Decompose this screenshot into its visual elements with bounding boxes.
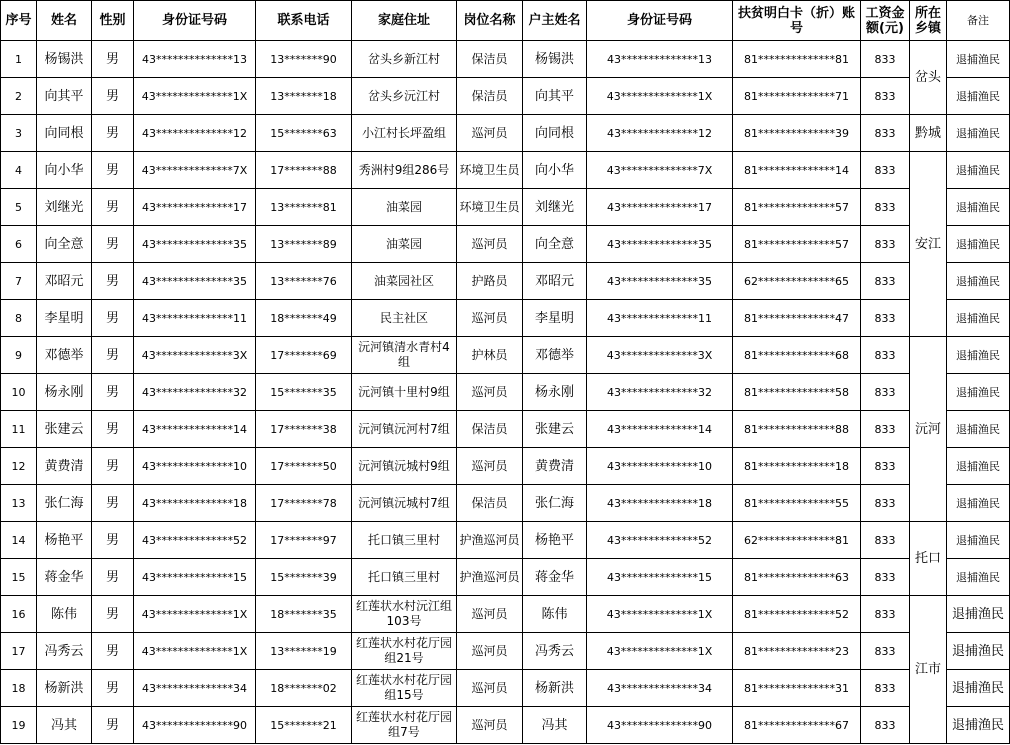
table-row [1, 374, 1010, 411]
cell-post: 保洁员 [457, 411, 523, 448]
cell-phone: 15*******63 [256, 115, 352, 152]
cell-wage: 833 [861, 596, 910, 633]
cell-card: 62**************81 [733, 522, 861, 559]
cell-post: 巡河员 [457, 707, 523, 744]
cell-householder: 刘继光 [523, 189, 587, 226]
cell-id: 43**************7X [134, 152, 256, 189]
cell-hh-id: 43**************17 [587, 189, 733, 226]
cell-gender: 男 [92, 337, 134, 374]
cell-seq: 13 [1, 485, 37, 522]
cell-card: 81**************14 [733, 152, 861, 189]
cell-gender: 男 [92, 670, 134, 707]
cell-householder: 冯秀云 [523, 633, 587, 670]
table-row [1, 522, 1010, 559]
header-hh-id: 身份证号码 [587, 1, 733, 41]
cell-id: 43**************35 [134, 226, 256, 263]
cell-town: 沅河 [910, 337, 947, 522]
cell-card: 81**************57 [733, 226, 861, 263]
cell-address: 沅河镇沅城村9组 [352, 448, 457, 485]
cell-gender: 男 [92, 263, 134, 300]
cell-card: 81**************68 [733, 337, 861, 374]
cell-name: 向其平 [37, 78, 92, 115]
cell-seq: 17 [1, 633, 37, 670]
cell-name: 张建云 [37, 411, 92, 448]
header-householder: 户主姓名 [523, 1, 587, 41]
cell-phone: 15*******35 [256, 374, 352, 411]
cell-householder: 向全意 [523, 226, 587, 263]
cell-phone: 13*******81 [256, 189, 352, 226]
cell-note: 退捕渔民 [947, 485, 1010, 522]
cell-address: 沅河镇十里村9组 [352, 374, 457, 411]
cell-card: 81**************67 [733, 707, 861, 744]
cell-note: 退捕渔民 [947, 337, 1010, 374]
table-row [1, 411, 1010, 448]
cell-gender: 男 [92, 485, 134, 522]
cell-wage: 833 [861, 522, 910, 559]
header-gender: 性别 [92, 1, 134, 41]
table-row [1, 337, 1010, 374]
cell-note: 退捕渔民 [947, 522, 1010, 559]
cell-wage: 833 [861, 411, 910, 448]
cell-note: 退捕渔民 [947, 115, 1010, 152]
cell-phone: 13*******19 [256, 633, 352, 670]
cell-gender: 男 [92, 411, 134, 448]
cell-hh-id: 43**************13 [587, 41, 733, 78]
cell-note: 退捕渔民 [947, 78, 1010, 115]
cell-gender: 男 [92, 300, 134, 337]
cell-card: 81**************58 [733, 374, 861, 411]
cell-seq: 1 [1, 41, 37, 78]
cell-seq: 2 [1, 78, 37, 115]
cell-card: 81**************81 [733, 41, 861, 78]
cell-id: 43**************18 [134, 485, 256, 522]
cell-id: 43**************13 [134, 41, 256, 78]
cell-note: 退捕渔民 [947, 707, 1010, 744]
cell-id: 43**************12 [134, 115, 256, 152]
cell-card: 81**************57 [733, 189, 861, 226]
table-row [1, 41, 1010, 78]
cell-post: 环境卫生员 [457, 152, 523, 189]
cell-seq: 8 [1, 300, 37, 337]
cell-hh-id: 43**************1X [587, 633, 733, 670]
cell-householder: 向其平 [523, 78, 587, 115]
header-town: 所在乡镇 [910, 1, 947, 41]
cell-phone: 18*******02 [256, 670, 352, 707]
cell-seq: 15 [1, 559, 37, 596]
cell-wage: 833 [861, 300, 910, 337]
cell-wage: 833 [861, 226, 910, 263]
header-note: 备注 [947, 1, 1010, 41]
table-row [1, 226, 1010, 263]
cell-seq: 14 [1, 522, 37, 559]
cell-post: 护路员 [457, 263, 523, 300]
table-row [1, 485, 1010, 522]
table-row [1, 78, 1010, 115]
cell-seq: 4 [1, 152, 37, 189]
cell-note: 退捕渔民 [947, 226, 1010, 263]
cell-address: 红莲状水村花厅园组15号 [352, 670, 457, 707]
header-id: 身份证号码 [134, 1, 256, 41]
cell-address: 岔头乡新江村 [352, 41, 457, 78]
cell-phone: 13*******76 [256, 263, 352, 300]
cell-gender: 男 [92, 448, 134, 485]
cell-post: 保洁员 [457, 78, 523, 115]
cell-seq: 19 [1, 707, 37, 744]
cell-hh-id: 43**************15 [587, 559, 733, 596]
cell-address: 民主社区 [352, 300, 457, 337]
cell-card: 81**************47 [733, 300, 861, 337]
cell-card: 81**************88 [733, 411, 861, 448]
cell-hh-id: 43**************11 [587, 300, 733, 337]
cell-post: 巡河员 [457, 374, 523, 411]
cell-note: 退捕渔民 [947, 300, 1010, 337]
cell-note: 退捕渔民 [947, 41, 1010, 78]
cell-name: 蒋金华 [37, 559, 92, 596]
cell-post: 保洁员 [457, 485, 523, 522]
cell-id: 43**************32 [134, 374, 256, 411]
header-address: 家庭住址 [352, 1, 457, 41]
header-seq: 序号 [1, 1, 37, 41]
table-row [1, 115, 1010, 152]
cell-note: 退捕渔民 [947, 633, 1010, 670]
cell-name: 邓昭元 [37, 263, 92, 300]
cell-address: 红莲状水村花厅园组7号 [352, 707, 457, 744]
cell-note: 退捕渔民 [947, 596, 1010, 633]
cell-householder: 杨永刚 [523, 374, 587, 411]
cell-wage: 833 [861, 41, 910, 78]
cell-phone: 18*******49 [256, 300, 352, 337]
cell-post: 巡河员 [457, 596, 523, 633]
cell-name: 冯秀云 [37, 633, 92, 670]
cell-hh-id: 43**************35 [587, 263, 733, 300]
cell-seq: 16 [1, 596, 37, 633]
cell-address: 沅河镇沅城村7组 [352, 485, 457, 522]
cell-householder: 张仁海 [523, 485, 587, 522]
cell-address: 红莲状水村花厅园组21号 [352, 633, 457, 670]
table-row [1, 263, 1010, 300]
cell-householder: 陈伟 [523, 596, 587, 633]
cell-name: 李星明 [37, 300, 92, 337]
cell-address: 油菜园 [352, 189, 457, 226]
cell-seq: 3 [1, 115, 37, 152]
cell-card: 81**************31 [733, 670, 861, 707]
cell-gender: 男 [92, 189, 134, 226]
cell-town: 岔头 [910, 41, 947, 115]
cell-name: 冯其 [37, 707, 92, 744]
cell-town: 黔城 [910, 115, 947, 152]
cell-hh-id: 43**************34 [587, 670, 733, 707]
cell-id: 43**************52 [134, 522, 256, 559]
cell-wage: 833 [861, 337, 910, 374]
cell-wage: 833 [861, 633, 910, 670]
cell-id: 43**************1X [134, 78, 256, 115]
cell-householder: 冯其 [523, 707, 587, 744]
header-row [1, 1, 1010, 41]
table-row [1, 152, 1010, 189]
cell-address: 油菜园社区 [352, 263, 457, 300]
cell-id: 43**************35 [134, 263, 256, 300]
cell-post: 保洁员 [457, 41, 523, 78]
cell-id: 43**************1X [134, 633, 256, 670]
cell-wage: 833 [861, 263, 910, 300]
cell-id: 43**************34 [134, 670, 256, 707]
cell-wage: 833 [861, 559, 910, 596]
table-row [1, 559, 1010, 596]
cell-phone: 18*******35 [256, 596, 352, 633]
cell-householder: 杨锡洪 [523, 41, 587, 78]
cell-seq: 11 [1, 411, 37, 448]
cell-householder: 杨新洪 [523, 670, 587, 707]
cell-gender: 男 [92, 522, 134, 559]
table-row [1, 300, 1010, 337]
cell-note: 退捕渔民 [947, 374, 1010, 411]
cell-hh-id: 43**************3X [587, 337, 733, 374]
cell-post: 护渔巡河员 [457, 522, 523, 559]
cell-hh-id: 43**************90 [587, 707, 733, 744]
cell-name: 向小华 [37, 152, 92, 189]
cell-gender: 男 [92, 559, 134, 596]
cell-town: 安江 [910, 152, 947, 337]
cell-phone: 17*******69 [256, 337, 352, 374]
cell-post: 巡河员 [457, 448, 523, 485]
cell-wage: 833 [861, 78, 910, 115]
cell-gender: 男 [92, 374, 134, 411]
table-row [1, 189, 1010, 226]
cell-householder: 邓昭元 [523, 263, 587, 300]
cell-gender: 男 [92, 115, 134, 152]
cell-hh-id: 43**************14 [587, 411, 733, 448]
cell-gender: 男 [92, 226, 134, 263]
cell-phone: 15*******21 [256, 707, 352, 744]
cell-hh-id: 43**************12 [587, 115, 733, 152]
cell-id: 43**************90 [134, 707, 256, 744]
table-row [1, 596, 1010, 633]
table-body [1, 41, 1010, 744]
cell-householder: 向小华 [523, 152, 587, 189]
cell-hh-id: 43**************10 [587, 448, 733, 485]
cell-hh-id: 43**************1X [587, 78, 733, 115]
cell-id: 43**************14 [134, 411, 256, 448]
cell-phone: 17*******88 [256, 152, 352, 189]
cell-post: 巡河员 [457, 670, 523, 707]
header-phone: 联系电话 [256, 1, 352, 41]
cell-address: 托口镇三里村 [352, 559, 457, 596]
cell-address: 小江村长坪盈组 [352, 115, 457, 152]
cell-phone: 13*******89 [256, 226, 352, 263]
cell-post: 护渔巡河员 [457, 559, 523, 596]
cell-seq: 10 [1, 374, 37, 411]
cell-seq: 18 [1, 670, 37, 707]
cell-gender: 男 [92, 78, 134, 115]
cell-card: 62**************65 [733, 263, 861, 300]
cell-name: 向全意 [37, 226, 92, 263]
cell-card: 81**************55 [733, 485, 861, 522]
cell-address: 油菜园 [352, 226, 457, 263]
cell-note: 退捕渔民 [947, 152, 1010, 189]
cell-name: 杨艳平 [37, 522, 92, 559]
cell-householder: 邓德举 [523, 337, 587, 374]
cell-address: 红莲状水村沅江组103号 [352, 596, 457, 633]
cell-phone: 13*******18 [256, 78, 352, 115]
cell-address: 岔头乡沅江村 [352, 78, 457, 115]
cell-address: 沅河镇清水青村4组 [352, 337, 457, 374]
cell-card: 81**************23 [733, 633, 861, 670]
cell-town: 托口 [910, 522, 947, 596]
table-row [1, 670, 1010, 707]
cell-card: 81**************63 [733, 559, 861, 596]
cell-hh-id: 43**************35 [587, 226, 733, 263]
table-row [1, 633, 1010, 670]
cell-post: 巡河员 [457, 226, 523, 263]
cell-householder: 张建云 [523, 411, 587, 448]
cell-householder: 黄费清 [523, 448, 587, 485]
cell-address: 托口镇三里村 [352, 522, 457, 559]
cell-card: 81**************18 [733, 448, 861, 485]
cell-address: 沅河镇沅河村7组 [352, 411, 457, 448]
cell-gender: 男 [92, 633, 134, 670]
cell-phone: 17*******50 [256, 448, 352, 485]
cell-card: 81**************39 [733, 115, 861, 152]
cell-id: 43**************15 [134, 559, 256, 596]
cell-name: 杨锡洪 [37, 41, 92, 78]
cell-post: 环境卫生员 [457, 189, 523, 226]
cell-id: 43**************10 [134, 448, 256, 485]
cell-note: 退捕渔民 [947, 559, 1010, 596]
cell-wage: 833 [861, 115, 910, 152]
cell-card: 81**************52 [733, 596, 861, 633]
cell-phone: 17*******78 [256, 485, 352, 522]
cell-note: 退捕渔民 [947, 263, 1010, 300]
cell-wage: 833 [861, 189, 910, 226]
cell-id: 43**************11 [134, 300, 256, 337]
cell-name: 张仁海 [37, 485, 92, 522]
table-row [1, 448, 1010, 485]
header-post: 岗位名称 [457, 1, 523, 41]
cell-note: 退捕渔民 [947, 448, 1010, 485]
cell-hh-id: 43**************1X [587, 596, 733, 633]
cell-hh-id: 43**************52 [587, 522, 733, 559]
cell-wage: 833 [861, 448, 910, 485]
cell-householder: 杨艳平 [523, 522, 587, 559]
cell-gender: 男 [92, 41, 134, 78]
cell-name: 陈伟 [37, 596, 92, 633]
cell-wage: 833 [861, 707, 910, 744]
cell-householder: 李星明 [523, 300, 587, 337]
cell-note: 退捕渔民 [947, 411, 1010, 448]
cell-householder: 蒋金华 [523, 559, 587, 596]
cell-name: 邓德举 [37, 337, 92, 374]
cell-post: 护林员 [457, 337, 523, 374]
cell-town: 江市 [910, 596, 947, 744]
cell-hh-id: 43**************7X [587, 152, 733, 189]
cell-seq: 5 [1, 189, 37, 226]
cell-post: 巡河员 [457, 300, 523, 337]
cell-name: 向同根 [37, 115, 92, 152]
cell-hh-id: 43**************32 [587, 374, 733, 411]
cell-post: 巡河员 [457, 115, 523, 152]
cell-wage: 833 [861, 670, 910, 707]
header-wage: 工资金额(元) [861, 1, 910, 41]
cell-phone: 13*******90 [256, 41, 352, 78]
cell-wage: 833 [861, 374, 910, 411]
cell-phone: 17*******38 [256, 411, 352, 448]
cell-name: 黄费清 [37, 448, 92, 485]
cell-post: 巡河员 [457, 633, 523, 670]
cell-name: 杨永刚 [37, 374, 92, 411]
cell-seq: 6 [1, 226, 37, 263]
table-row [1, 707, 1010, 744]
cell-seq: 9 [1, 337, 37, 374]
cell-seq: 7 [1, 263, 37, 300]
cell-note: 退捕渔民 [947, 189, 1010, 226]
cell-gender: 男 [92, 152, 134, 189]
cell-wage: 833 [861, 485, 910, 522]
header-name: 姓名 [37, 1, 92, 41]
cell-gender: 男 [92, 707, 134, 744]
cell-name: 杨新洪 [37, 670, 92, 707]
cell-note: 退捕渔民 [947, 670, 1010, 707]
cell-address: 秀洲村9组286号 [352, 152, 457, 189]
cell-phone: 15*******39 [256, 559, 352, 596]
cell-name: 刘继光 [37, 189, 92, 226]
header-card: 扶贫明白卡（折）账号 [733, 1, 861, 41]
cell-wage: 833 [861, 152, 910, 189]
cell-card: 81**************71 [733, 78, 861, 115]
cell-hh-id: 43**************18 [587, 485, 733, 522]
cell-phone: 17*******97 [256, 522, 352, 559]
cell-seq: 12 [1, 448, 37, 485]
cell-householder: 向同根 [523, 115, 587, 152]
cell-id: 43**************17 [134, 189, 256, 226]
cell-gender: 男 [92, 596, 134, 633]
cell-id: 43**************1X [134, 596, 256, 633]
cell-id: 43**************3X [134, 337, 256, 374]
